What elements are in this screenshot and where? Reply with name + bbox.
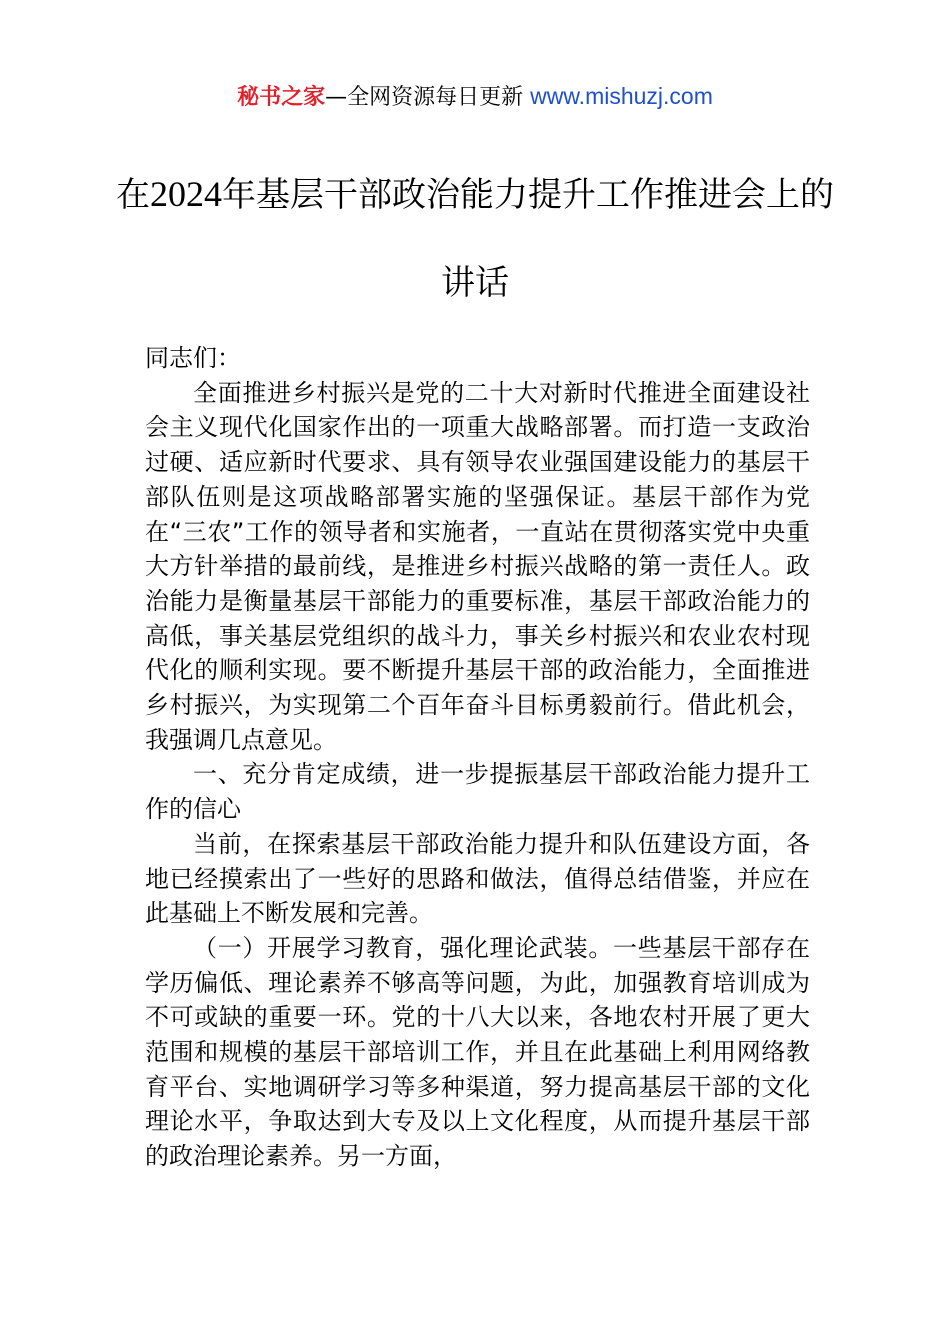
document-body: [145, 341, 810, 1174]
section-heading-1: 一、充分肯定成绩，进一步提振基层干部政治能力提升工作的信心: [145, 760, 810, 824]
paragraph-subsection-1: （一）开展学习教育，强化理论武装。一些基层干部存在学历偏低、理论素养不够高等问题，为此，加强教育培训成为不可或缺的重要一环。党的十八大以来，各地农村开展了更大范围和规模的基层干部培训工作，并且在此基础上利用网络教育平台、实地调研学习等多种渠道，努力提高基层干部的文化理论水平，争取达到大专及以上文化程度，从而提升基层干部的政治理论素养。另一方面，: [145, 933, 810, 1171]
paragraph-current-status: 当前，在探索基层干部政治能力提升和队伍建设方面，各地已经摸索出了一些好的思路和做法，值得总结借鉴，并应在此基础上不断发展和完善。: [145, 829, 810, 928]
site-header: [0, 78, 950, 116]
site-brand: 秘书之家: [237, 85, 326, 110]
title-year: 2024: [150, 174, 222, 214]
salutation: 同志们：: [145, 344, 241, 372]
title-prefix: 在: [116, 175, 150, 215]
site-url-link[interactable]: www.mishuzj.com: [530, 83, 713, 109]
paragraph-intro: 全面推进乡村振兴是党的二十大对新时代推进全面建设社会主义现代化国家作出的一项重大战略部署。而打造一支政治过硬、适应新时代要求、具有领导农业强国建设能力的基层干部队伍则是这项战略部署实施的坚强保证。基层干部作为党在“三农”工作的领导者和实施者，一直站在贯彻落实党中央重大方针举措的最前线，是推进乡村振兴战略的第一责任人。政治能力是衡量基层干部能力的重要标准，基层干部政治能力的高低，事关基层党组织的战斗力，事关乡村振兴和农业农村现代化的顺利实现。要不断提升基层干部的政治能力，全面推进乡村振兴，为实现第二个百年奋斗目标勇毅前行。借此机会，我强调几点意见。: [145, 378, 810, 754]
site-tagline: —全网资源每日更新: [325, 85, 531, 110]
title-rest: 年基层干部政治能力提升工作推进会上的讲话: [222, 175, 834, 303]
document-title: [100, 150, 850, 327]
